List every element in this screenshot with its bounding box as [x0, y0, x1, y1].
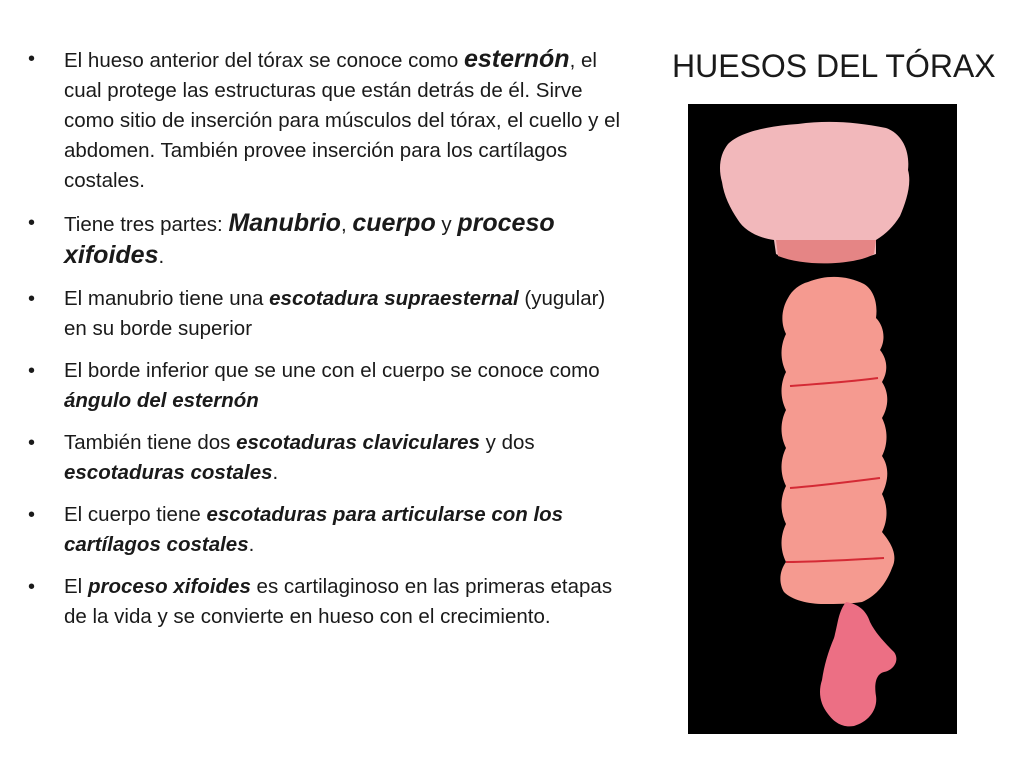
emphasis-run: escotaduras para articularse con los cartílagos costales — [64, 503, 564, 556]
bullet-item — [24, 44, 624, 196]
bullet-list — [24, 44, 624, 644]
emphasis-run: escotadura supraesternal — [269, 287, 519, 310]
bullet-item — [24, 284, 624, 344]
text-run: El borde inferior que se une con el cuerpo se conoce como — [64, 359, 600, 382]
bullet-item — [24, 208, 624, 272]
bullet-marker: • — [28, 360, 36, 382]
emphasis-run: ángulo del esternón — [64, 389, 259, 412]
text-run: Tiene tres partes: — [64, 213, 229, 236]
emphasis-run: Manubrio — [228, 209, 341, 237]
slide-title: HUESOS DEL TÓRAX — [672, 48, 996, 84]
bullet-marker: • — [28, 48, 36, 70]
text-run: El — [64, 575, 88, 598]
bullet-item — [24, 428, 624, 488]
bullet-item — [24, 572, 624, 632]
sternum-image — [688, 104, 957, 734]
emphasis-run: cuerpo — [352, 209, 436, 237]
text-run: También tiene dos — [64, 431, 237, 454]
bullet-text — [64, 431, 535, 484]
bullet-text — [64, 503, 563, 556]
emphasis-run: esternón — [463, 45, 570, 73]
emphasis-run: proceso xifoides — [87, 575, 251, 598]
text-run: y — [435, 213, 458, 236]
bullet-marker: • — [28, 212, 36, 234]
text-run: (yugular) en su borde superior — [64, 287, 606, 340]
bullet-text — [64, 45, 621, 192]
text-run: . — [272, 461, 279, 484]
emphasis-run: escotaduras costales — [64, 461, 273, 484]
text-run: . — [158, 245, 165, 268]
bullet-marker: • — [28, 288, 36, 310]
text-run: , — [340, 213, 353, 236]
emphasis-run: escotaduras claviculares — [236, 431, 480, 454]
bullet-marker: • — [28, 432, 36, 454]
text-run: El cuerpo tiene — [64, 503, 207, 526]
bullet-text — [64, 575, 612, 628]
bullet-text — [64, 209, 555, 269]
text-run: es cartilaginoso en las primeras etapas de la vida y se convierte en hueso con el crecimiento. — [64, 575, 613, 628]
text-run: y dos — [479, 431, 535, 454]
bullet-marker: • — [28, 504, 36, 526]
emphasis-run: proceso xifoides — [64, 209, 555, 269]
text-run: El hueso anterior del tórax se conoce como — [64, 49, 464, 72]
bullet-item — [24, 356, 624, 416]
bullet-text — [64, 359, 600, 412]
text-run: , el cual protege las estructuras que están detrás de él. Sirve como sitio de inserción para músculos del tórax, el cuello y el abdomen. También provee inserción para los cartílagos costales. — [64, 49, 621, 192]
text-run: El manubrio tiene una — [64, 287, 270, 310]
bullet-marker: • — [28, 576, 36, 598]
sternum-body-shape — [780, 277, 894, 604]
bullet-text — [64, 287, 605, 340]
sternum-illustration — [688, 104, 957, 734]
text-run: . — [248, 533, 255, 556]
bullet-item — [24, 500, 624, 560]
